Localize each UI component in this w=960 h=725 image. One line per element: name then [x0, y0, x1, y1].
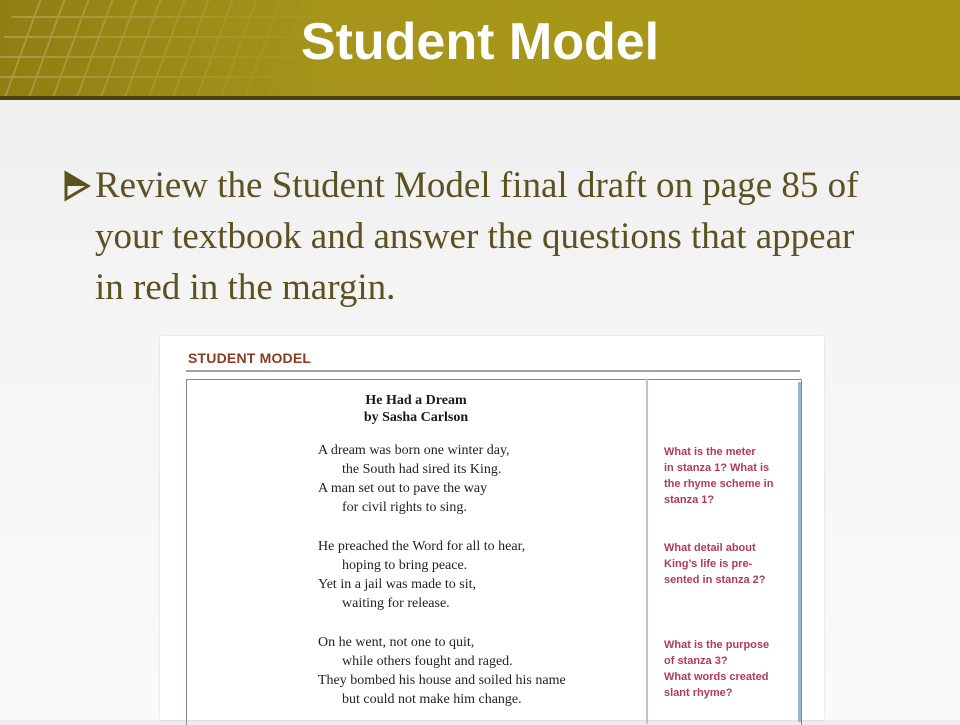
poem-title: He Had a Dream — [365, 393, 467, 408]
margin-question-line: What is the meter — [664, 446, 756, 458]
margin-question-line: slant rhyme? — [664, 687, 733, 699]
poem-line: A man set out to pave the way — [318, 481, 488, 496]
header-rule — [186, 370, 800, 372]
poem-line: A dream was born one winter day, — [318, 443, 510, 458]
slide-title: Student Model — [300, 13, 660, 71]
bullet-text: Review the Student Model final draft on page 85 of your textbook and answer the questions that appear in red in the margin. — [95, 165, 859, 308]
poem-line: while others fought and raged. — [342, 654, 513, 669]
margin-question-line: stanza 1? — [664, 494, 715, 506]
poem-line: On he went, not one to quit, — [318, 635, 475, 650]
poem-line: hoping to bring peace. — [342, 558, 468, 573]
textbook-page-image — [160, 336, 824, 720]
bullet-item — [62, 160, 892, 313]
textbook-header: STUDENT MODEL — [188, 350, 312, 366]
frame-shadow — [798, 382, 801, 722]
poem-line: Yet in a jail was made to sit, — [318, 577, 477, 592]
poem-line: They bombed his house and soiled his name — [318, 673, 566, 688]
margin-question-3 — [664, 637, 794, 701]
poem-line: for civil rights to sing. — [342, 500, 467, 515]
margin-question-line: in stanza 1? What is — [664, 462, 770, 474]
margin-question-line: What words created — [664, 671, 769, 683]
poem-line: the South had sired its King. — [342, 462, 502, 477]
margin-question-1 — [664, 444, 794, 508]
margin-question-line: What is the purpose — [664, 639, 770, 651]
margin-question-line: of stanza 3? — [664, 655, 728, 667]
poem-line: but could not make him change. — [342, 692, 522, 707]
margin-question-line: What detail about — [664, 542, 756, 554]
poem-line: He preached the Word for all to hear, — [318, 539, 526, 554]
title-bar — [0, 0, 960, 100]
poem-line: waiting for release. — [342, 596, 450, 611]
poem-author: by Sasha Carlson — [363, 410, 469, 425]
margin-question-2 — [664, 540, 794, 588]
margin-divider — [646, 379, 648, 724]
margin-question-line: the rhyme scheme in — [664, 478, 774, 490]
margin-question-line: King’s life is pre- — [664, 558, 753, 570]
margin-question-line: sented in stanza 2? — [664, 574, 766, 586]
arrow-bullet-icon — [62, 160, 92, 211]
